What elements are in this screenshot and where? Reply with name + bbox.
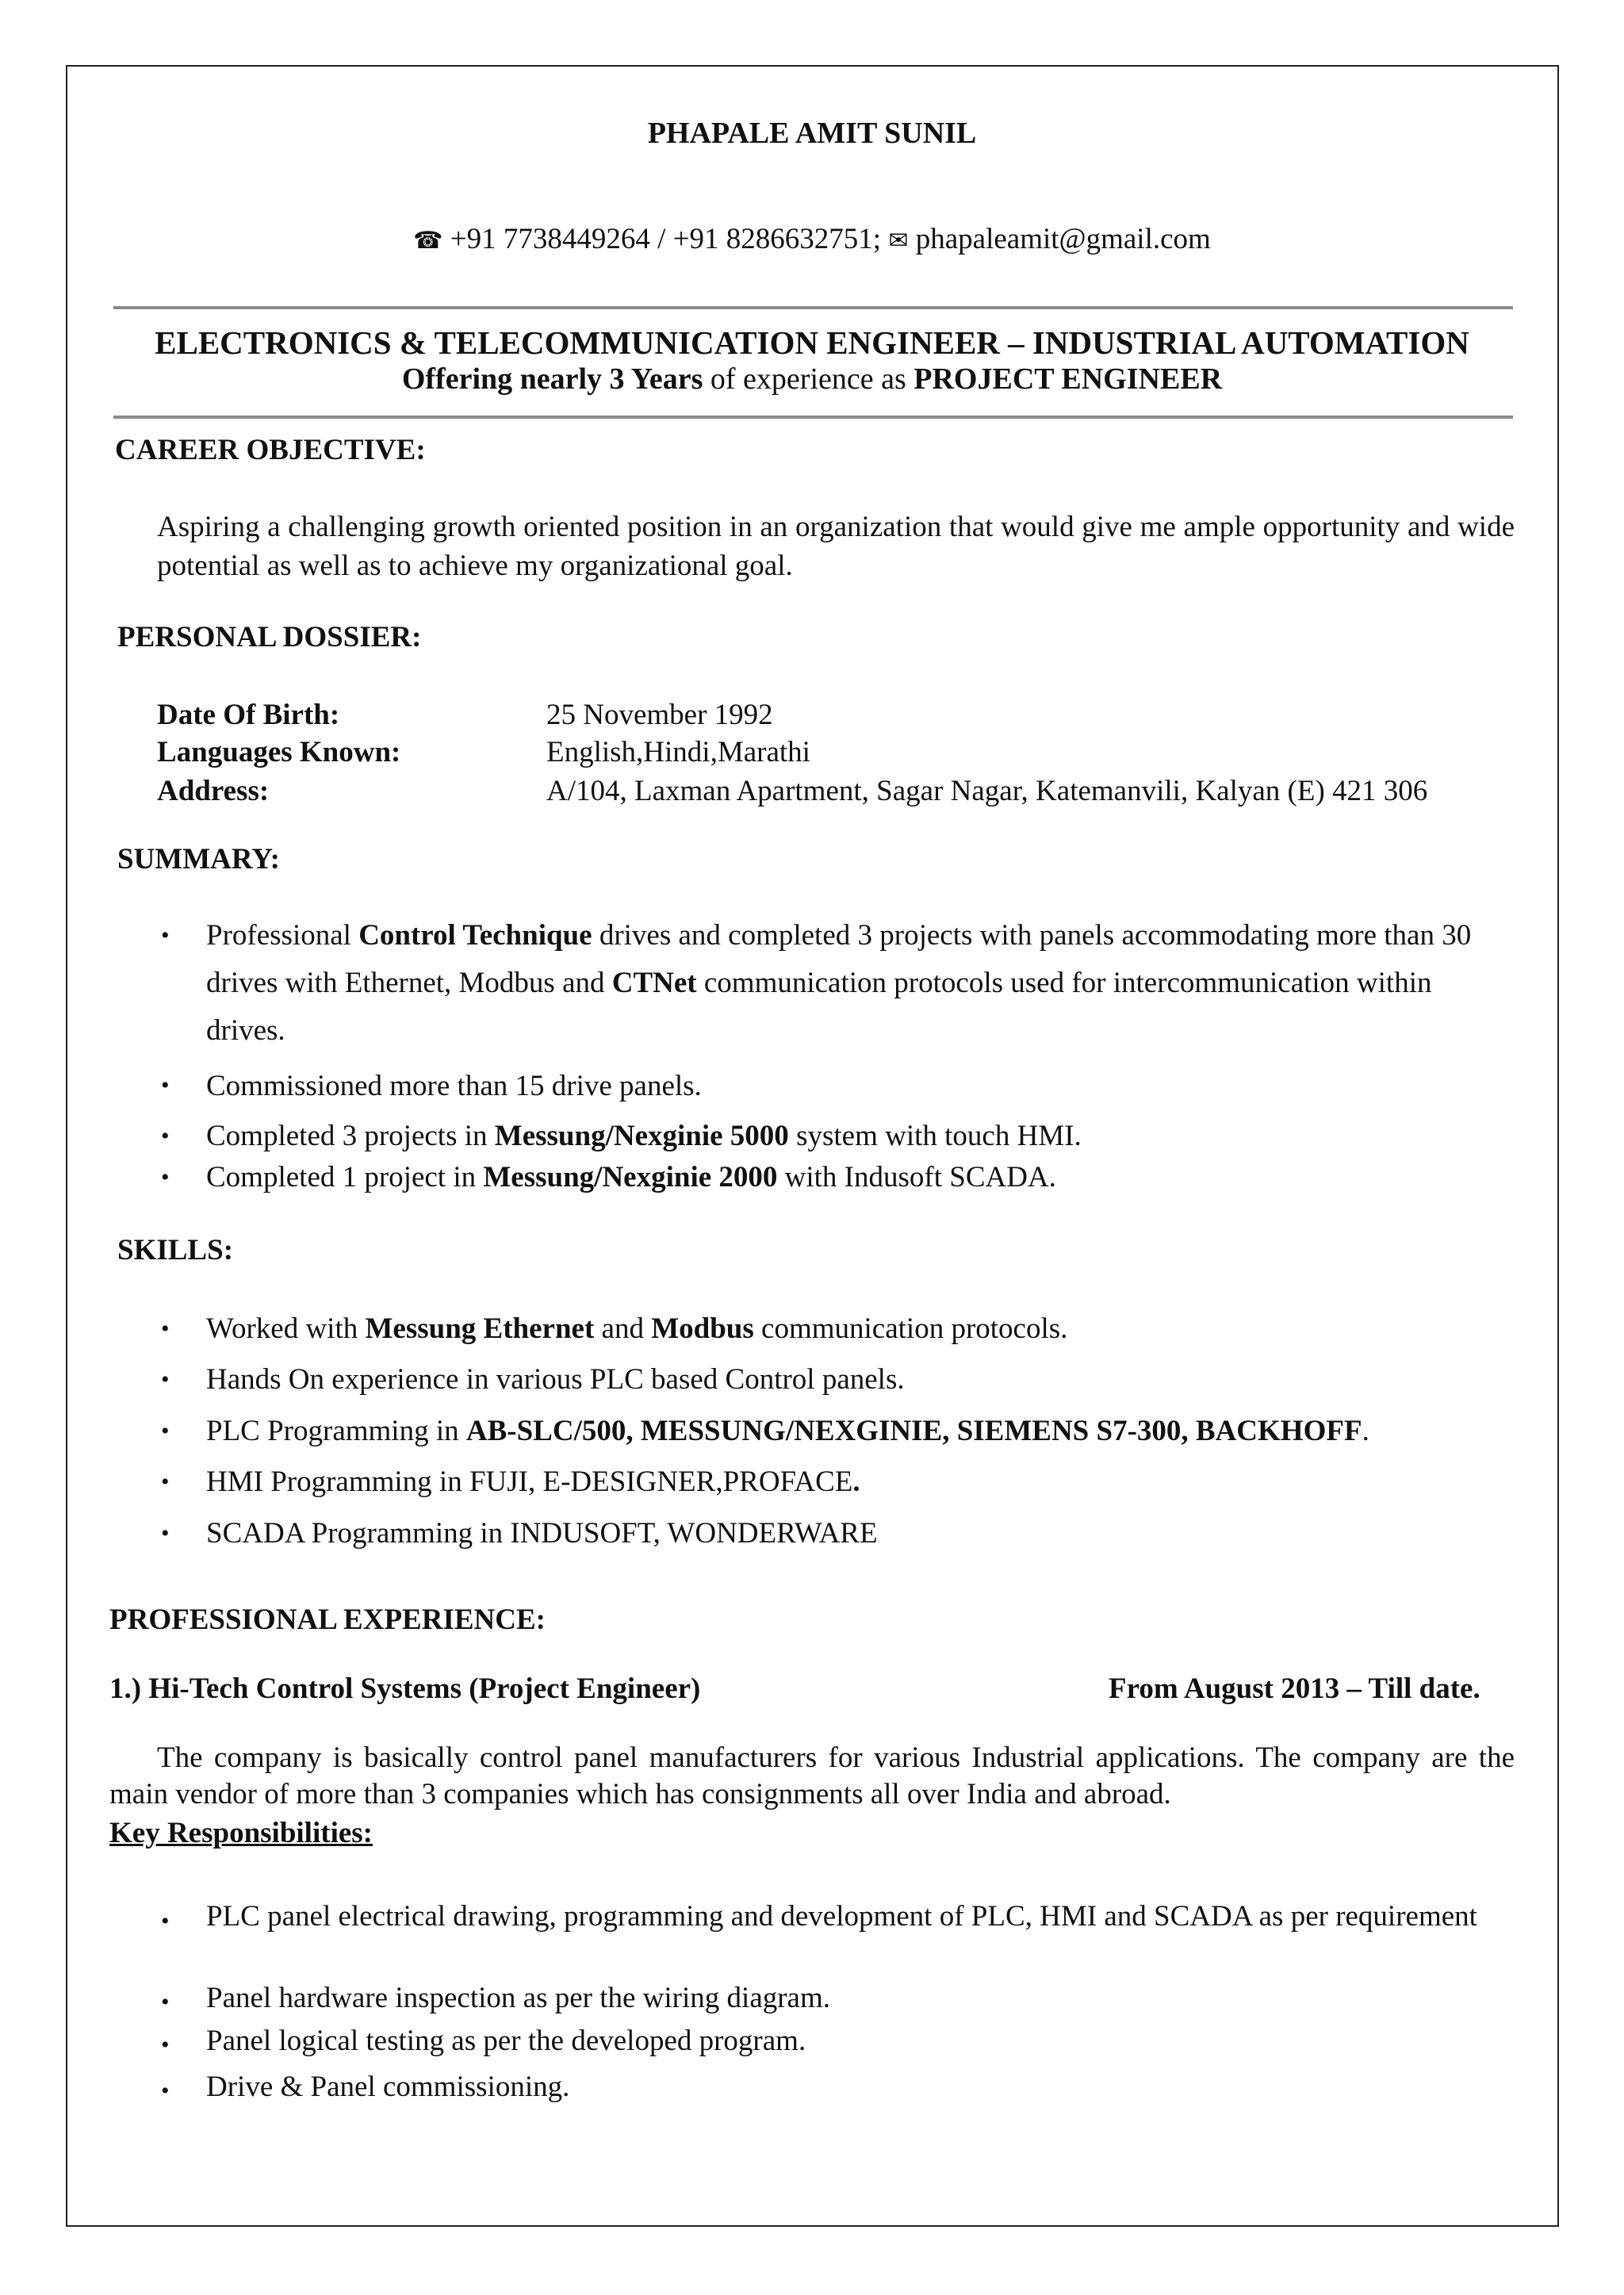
divider	[113, 416, 1513, 419]
sub-normal: of experience as	[703, 362, 914, 396]
headline: ELECTRONICS & TELECOMMUNICATION ENGINEER – INDUSTRIAL AUTOMATION	[155, 324, 1469, 361]
skill-item	[206, 1408, 1369, 1455]
text-bold: Messung Ethernet	[365, 1312, 595, 1345]
text: Completed 3 projects in	[206, 1120, 495, 1152]
bullet-icon: •	[161, 1123, 170, 1149]
summary-item: Commissioned more than 15 drive panels.	[206, 1070, 702, 1102]
text: and	[594, 1312, 652, 1345]
skill-item: SCADA Programming in INDUSOFT, WONDERWARE	[206, 1517, 878, 1550]
bullet-icon: •	[161, 2078, 170, 2104]
bullet-icon: •	[161, 1072, 170, 1098]
text: .	[1362, 1415, 1369, 1447]
text: with Indusoft SCADA.	[777, 1161, 1056, 1193]
dob-label: Date Of Birth:	[157, 699, 340, 731]
text-bold: Messung/Nexginie 5000	[494, 1120, 789, 1152]
candidate-name: PHAPALE AMIT SUNIL	[647, 117, 977, 150]
bullet-icon: •	[161, 1989, 170, 2015]
text: HMI Programming in FUJI, E-DESIGNER,PROFACE	[206, 1466, 853, 1498]
envelope-icon: ✉	[888, 227, 909, 255]
bullet-icon: •	[161, 1316, 170, 1342]
sub-bold-1: Offering nearly 3 Years	[401, 362, 703, 396]
divider	[113, 306, 1513, 309]
responsibility-item: Panel hardware inspection as per the wiring diagram.	[206, 1982, 831, 2014]
bullet-icon: •	[161, 1418, 170, 1444]
text-bold: AB-SLC/500, MESSUNG/NEXGINIE, SIEMENS S7-300, BACKHOFF	[465, 1415, 1362, 1447]
text: Completed 1 project in	[206, 1161, 484, 1193]
subheadline	[0, 362, 1624, 397]
sub-bold-2: PROJECT ENGINEER	[914, 362, 1223, 396]
job-title: 1.) Hi-Tech Control Systems (Project Engineer)	[109, 1672, 701, 1705]
section-career-title: CAREER OBJECTIVE:	[115, 434, 426, 466]
company-description: The company is basically control panel manufacturers for various Industrial applications. The company are the main vendor of more than 3 companies which has consignments all over India and abroad.	[109, 1741, 1515, 1810]
text: PLC Programming in	[206, 1415, 466, 1447]
responsibility-item: Drive & Panel commissioning.	[206, 2071, 570, 2103]
job-dates: From August 2013 – Till date.	[1109, 1672, 1480, 1705]
text-bold: Messung/Nexginie 2000	[483, 1161, 778, 1193]
text: Professional	[206, 919, 359, 952]
text: system with touch HMI.	[788, 1120, 1082, 1152]
email-address[interactable]: phapaleamit@gmail.com	[915, 223, 1211, 255]
text-bold: .	[852, 1466, 860, 1498]
bullet-icon: •	[161, 1366, 170, 1393]
responsibility-item: Panel logical testing as per the developed program.	[206, 2025, 806, 2057]
bullet-icon: •	[161, 1469, 170, 1495]
career-objective-text: Aspiring a challenging growth oriented position in an organization that would give me ample opportunity and wide potential as well as to achieve my organizational goal.	[157, 511, 1515, 582]
bullet-icon: •	[161, 2032, 170, 2058]
section-summary-title: SUMMARY:	[117, 843, 280, 875]
bullet-icon: •	[161, 1164, 170, 1190]
section-dossier-title: PERSONAL DOSSIER:	[117, 621, 422, 653]
summary-item	[206, 912, 1507, 1055]
address-value: A/104, Laxman Apartment, Sagar Nagar, Katemanvili, Kalyan (E) 421 306	[546, 775, 1428, 807]
languages-label: Languages Known:	[157, 736, 401, 768]
bullet-icon: •	[161, 1520, 170, 1546]
summary-item	[206, 1113, 1082, 1160]
summary-item	[206, 1154, 1056, 1201]
telephone-icon: ☎	[413, 227, 443, 255]
key-responsibilities-title: Key Responsibilities:	[109, 1817, 373, 1849]
dob-value: 25 November 1992	[546, 699, 773, 731]
text-bold: Modbus	[651, 1312, 754, 1345]
section-experience-title: PROFESSIONAL EXPERIENCE:	[109, 1603, 546, 1636]
text: drives and completed 3 projects with panels accommodating more than 30 drives with Ethernet, Modbus and	[206, 919, 1472, 999]
languages-value: English,Hindi,Marathi	[546, 736, 810, 768]
address-label: Address:	[157, 775, 270, 807]
text-bold: Control Technique	[358, 919, 592, 952]
responsibility-item: PLC panel electrical drawing, programming and development of PLC, HMI and SCADA as per requirement	[206, 1900, 1477, 1933]
contact-line	[0, 222, 1624, 256]
bullet-icon: •	[161, 922, 170, 948]
section-skills-title: SKILLS:	[117, 1234, 234, 1266]
phone-numbers: +91 7738449264 / +91 8286632751;	[450, 223, 882, 255]
text: communication protocols.	[753, 1312, 1068, 1345]
text: communication protocols used for intercommunication within drives.	[206, 967, 1432, 1047]
text-bold: CTNet	[611, 967, 697, 999]
text: Worked with	[206, 1312, 366, 1345]
skill-item	[206, 1305, 1067, 1353]
skill-item	[206, 1458, 860, 1506]
bullet-icon: •	[161, 1908, 170, 1934]
skill-item: Hands On experience in various PLC based Control panels.	[206, 1363, 905, 1396]
